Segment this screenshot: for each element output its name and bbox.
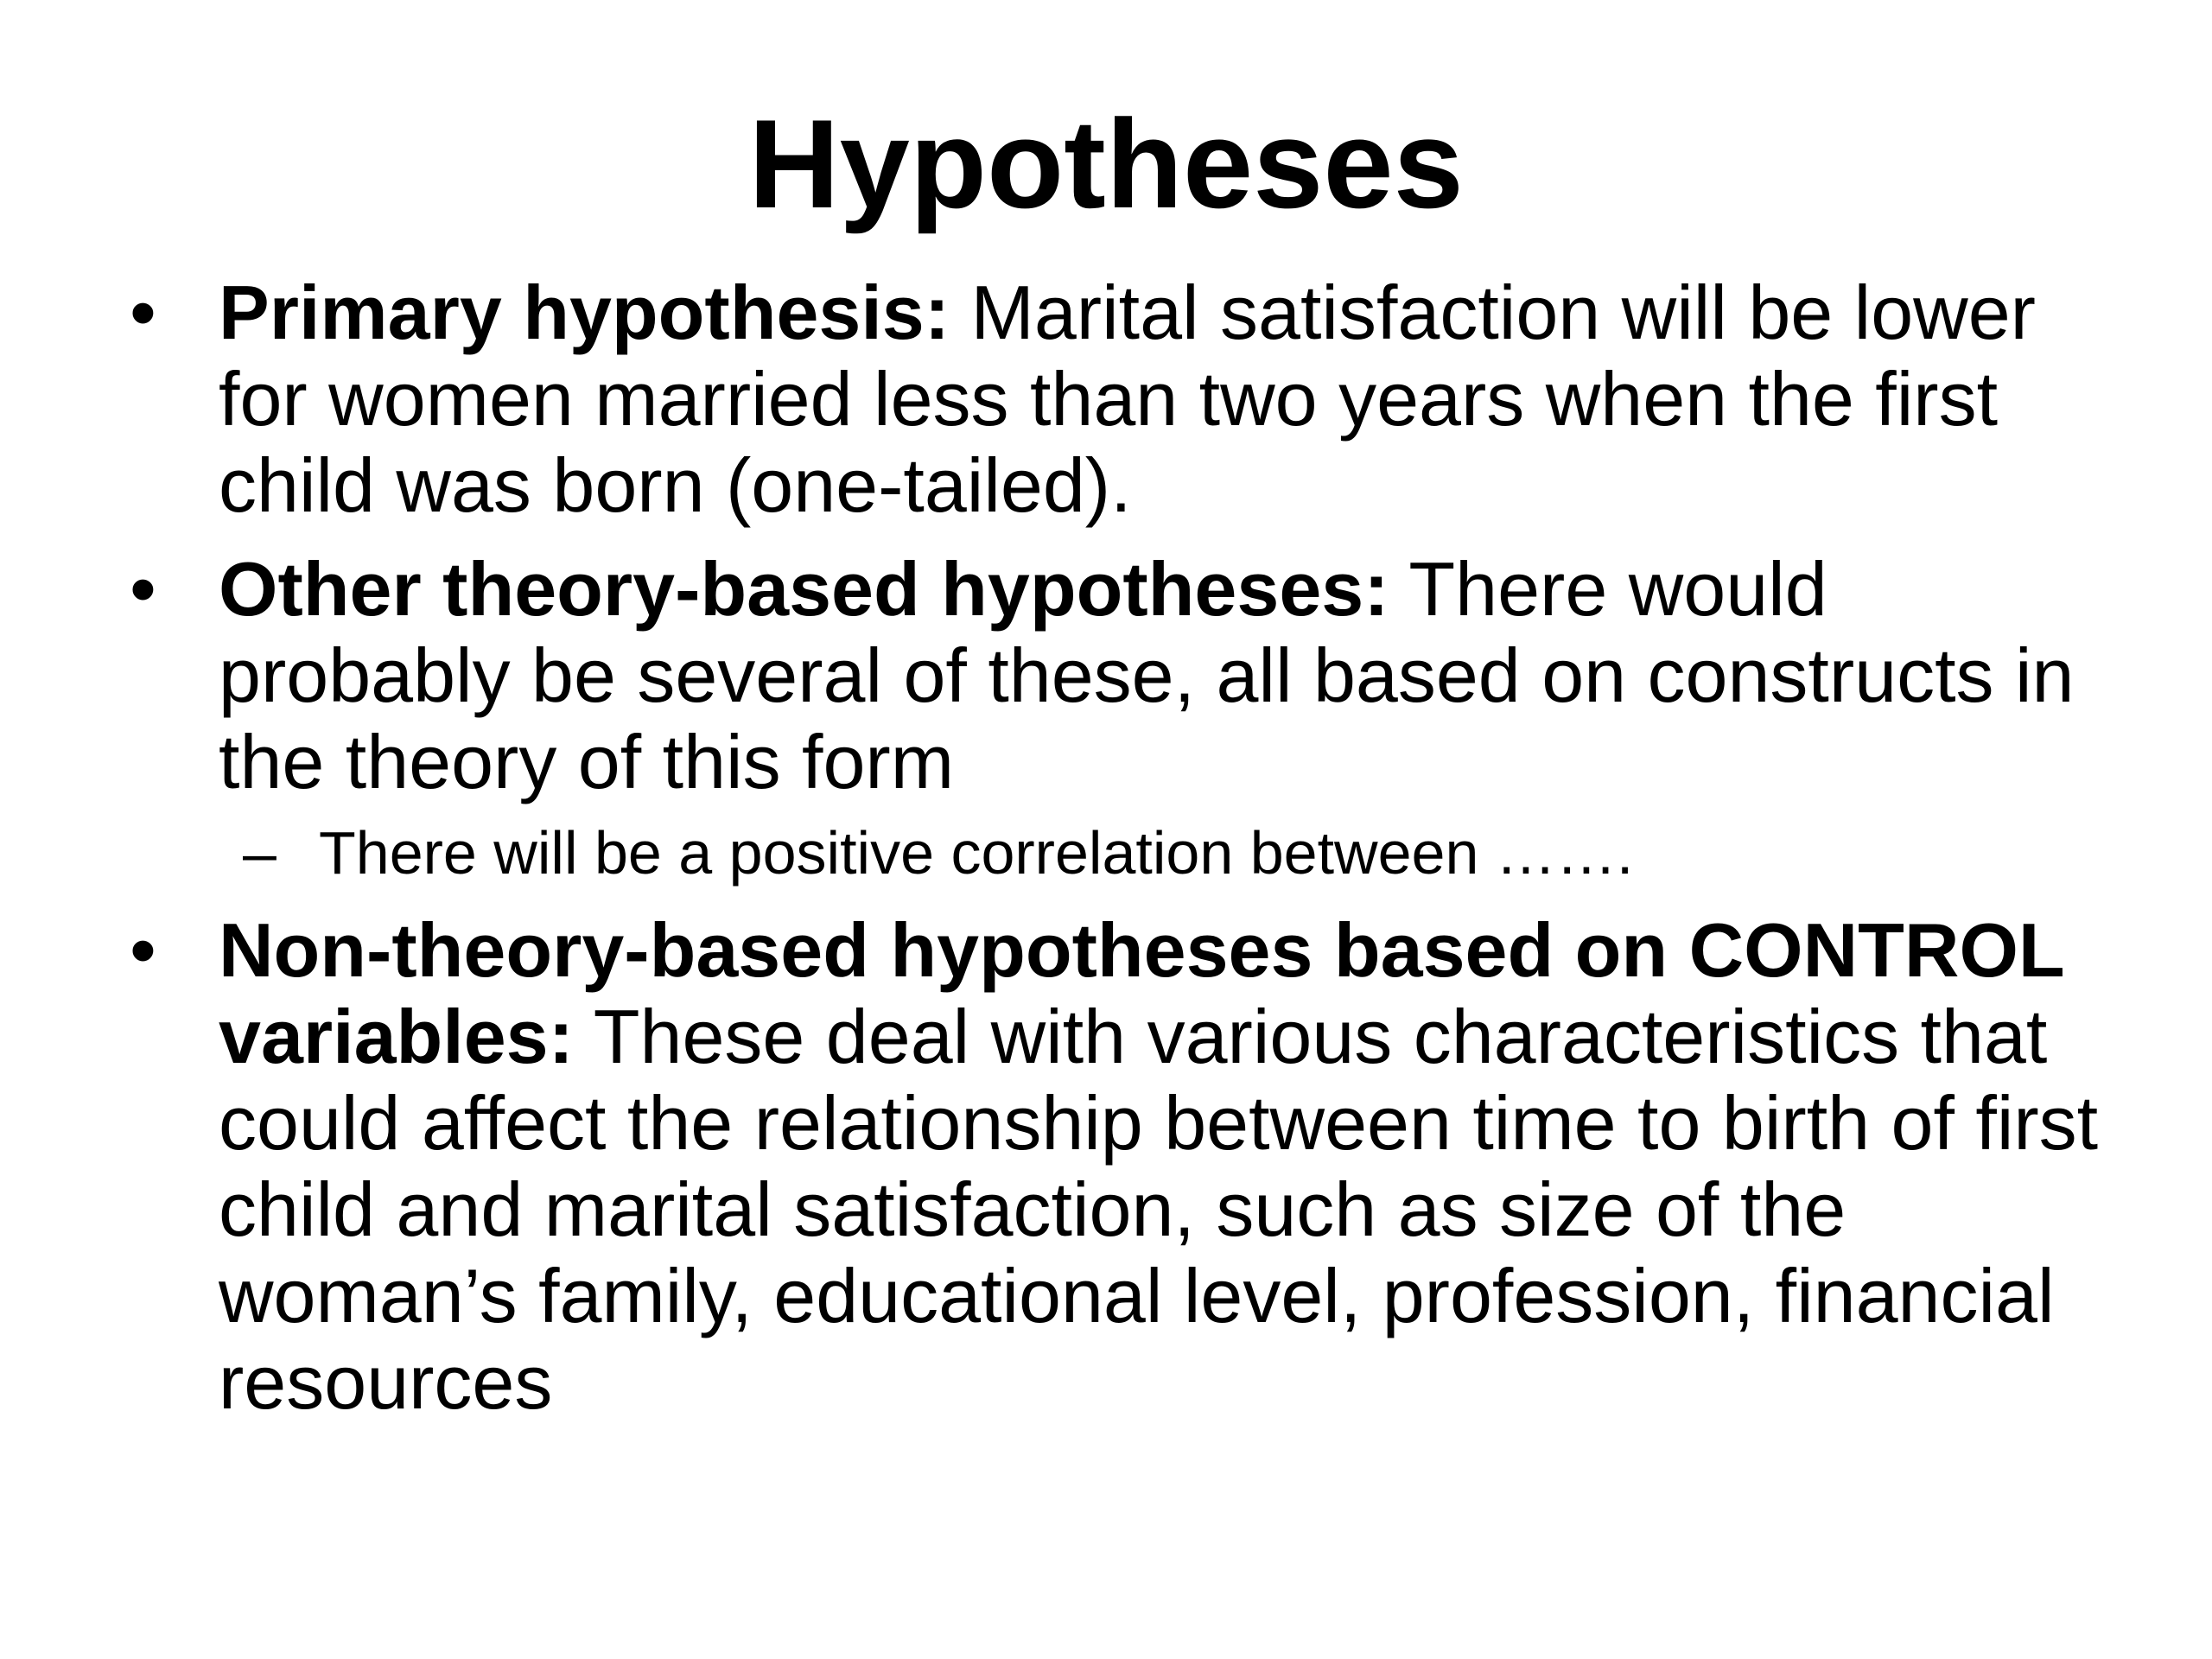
bullet-text: Marital satisfaction will be lower for women married less than two years when the first child was born (one-tailed). <box>219 270 2036 528</box>
bullet-non-theory-hypotheses <box>0 907 2212 1426</box>
sub-bullet-marker: – <box>243 819 276 887</box>
slide-title: Hypotheses <box>748 93 1464 234</box>
bullet-marker: • <box>130 907 156 993</box>
sub-bullet-text: There will be a positive correlation between ……. <box>319 819 1634 887</box>
bullet-marker: • <box>130 546 156 632</box>
sub-bullet-list <box>219 816 2126 890</box>
bullet-text: These deal with various characteristics that could affect the relationship between time to birth of first child and marital satisfaction, such as size of the woman’s family, educational level, profession, financial resources <box>219 994 2099 1425</box>
bullet-list <box>0 270 2212 1443</box>
bullet-lead: Other theory-based hypotheses: <box>219 546 1389 632</box>
bullet-other-theory-hypotheses <box>0 546 2212 890</box>
bullet-lead: Non-theory-based hypotheses based on CONTROL variables: <box>219 907 2064 1079</box>
bullet-text: There would probably be several of these, all based on constructs in the theory of this form <box>219 546 2075 804</box>
bullet-primary-hypothesis <box>0 270 2212 529</box>
bullet-marker: • <box>130 270 156 355</box>
sub-bullet-positive-correlation <box>219 816 2126 890</box>
bullet-lead: Primary hypothesis: <box>219 270 950 355</box>
